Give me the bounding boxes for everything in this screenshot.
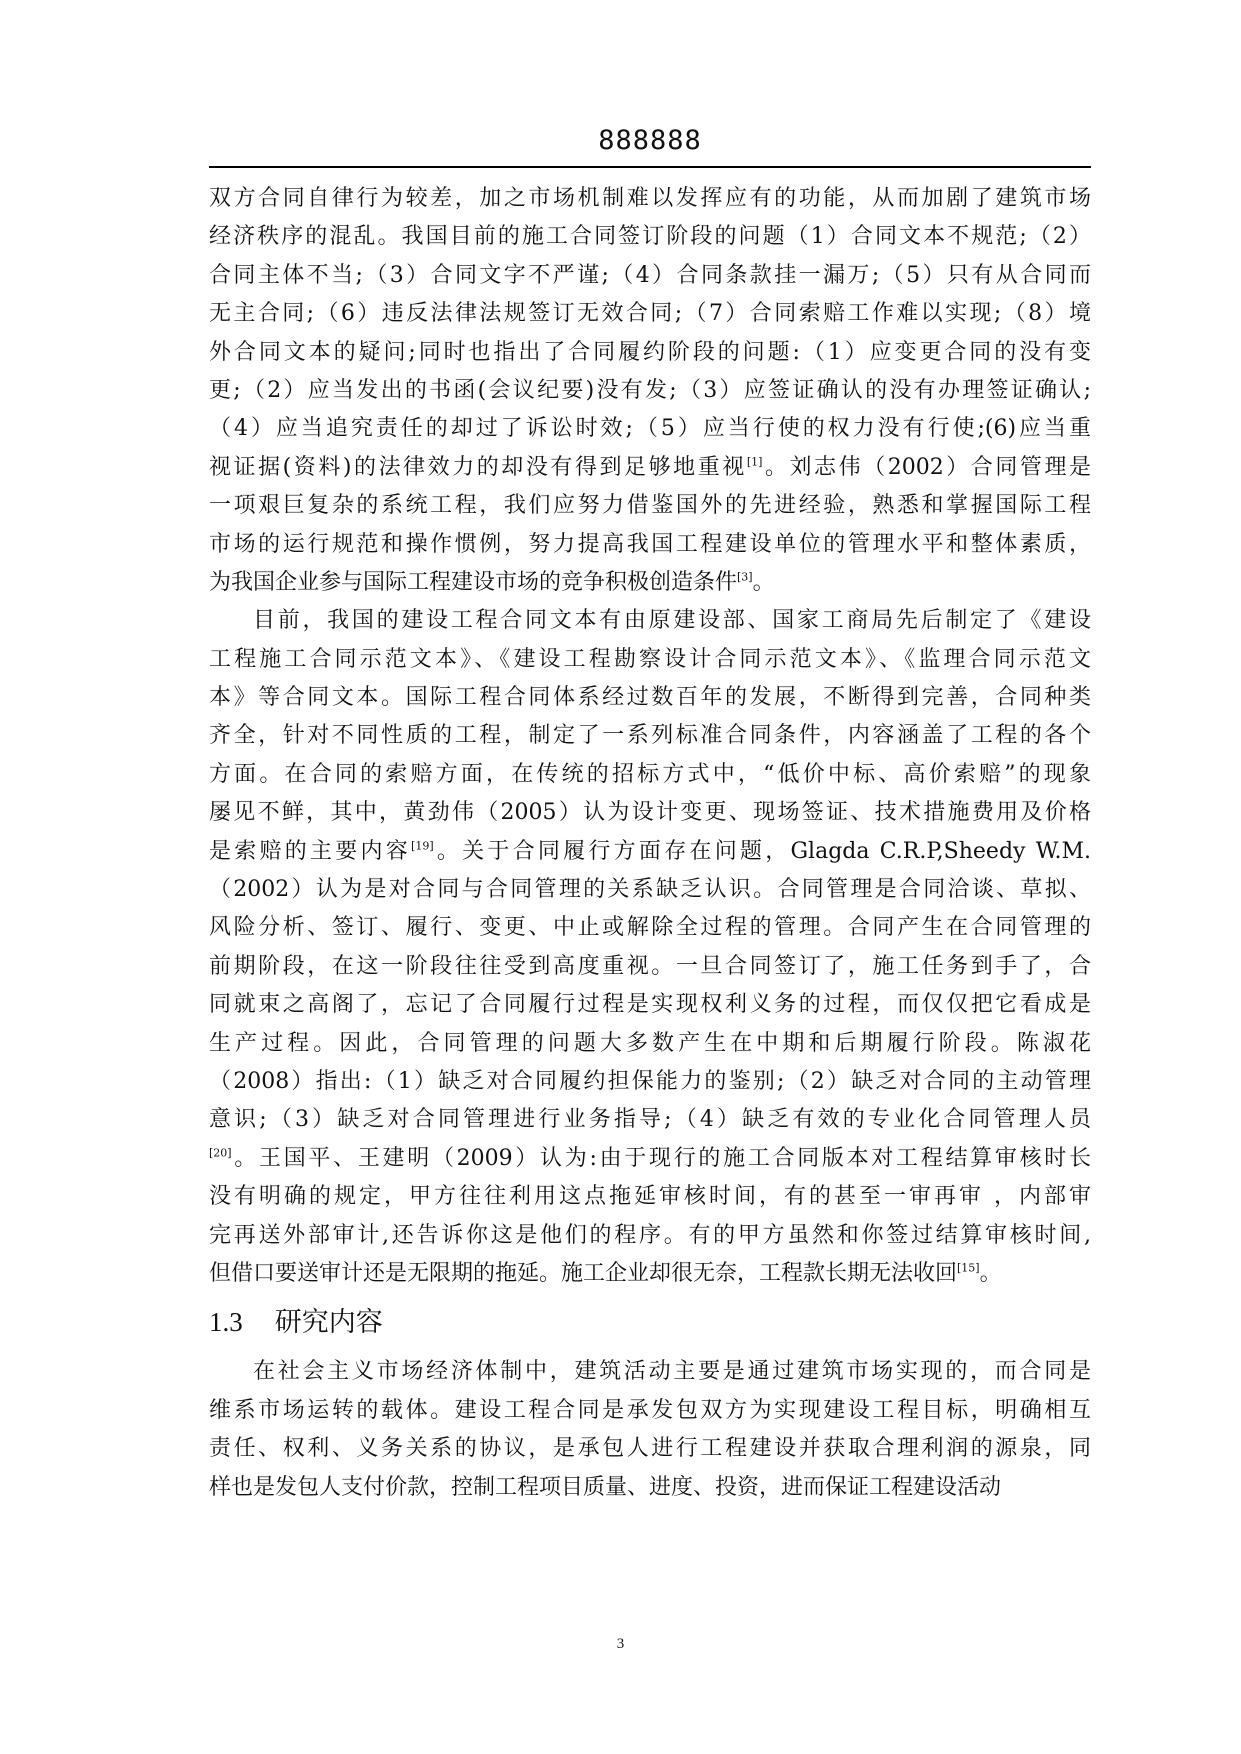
text-line	[209, 410, 1091, 448]
line-text: 生产过程。因此，合同管理的问题大多数产生在中期和后期履行阶段。陈淑花	[209, 1030, 1091, 1056]
text-line	[209, 449, 1091, 487]
line-text: 双方合同自律行为较差，加之市场机制难以发挥应有的功能，从而加剧了建筑市场	[209, 186, 1091, 211]
line-text: 维系市场运转的载体。建设工程合同是承发包双方为实现建设工程目标，明确相互	[209, 1397, 1091, 1423]
line-text: （2002）认为是对合同与合同管理的关系缺乏认识。合同管理是合同洽谈、草拟、	[209, 877, 1091, 903]
text-line	[209, 218, 1091, 256]
line-text: 。王国平、王建明（2009）认为:由于现行的施工合同版本对工程结算审核时长	[231, 1145, 1091, 1171]
line-text: 没有明确的规定，甲方往往利用这点拖延审核时间，有的甚至一审再审 ，内部审	[209, 1184, 1091, 1210]
text-line	[209, 679, 1091, 717]
text-line	[209, 1353, 1091, 1391]
line-text: 方面。在合同的索赔方面，在传统的招标方式中，“低价中标、高价索赔”的现象	[209, 761, 1091, 787]
section-heading	[209, 1296, 1091, 1348]
text-line	[209, 1255, 1091, 1293]
line-text: 屡见不鲜，其中，黄劲伟（2005）认为设计变更、现场签证、技术措施费用及价格	[209, 800, 1091, 826]
line-text: 更;（2）应当发出的书函(会议纪要)没有发;（3）应签证确认的没有办理签证确认;	[209, 377, 1091, 403]
line-text: 前期阶段，在这一阶段往往受到高度重视。一旦合同签订了，施工任务到手了，合	[209, 953, 1091, 979]
text-line	[209, 1469, 1091, 1507]
line-text: 在社会主义市场经济体制中，建筑活动主要是通过建筑市场实现的，而合同是	[253, 1359, 1091, 1385]
line-text: 工程施工合同示范文本》、《建设工程勘察设计合同示范文本》、《监理合同示范文	[209, 646, 1091, 672]
text-line	[209, 372, 1091, 410]
text-line	[209, 1101, 1091, 1139]
paragraph	[209, 1353, 1091, 1507]
text-line	[209, 717, 1091, 755]
text-line	[209, 602, 1091, 640]
text-line	[209, 180, 1091, 218]
line-text: 风险分析、签订、履行、变更、中止或解除全过程的管理。合同产生在合同管理的	[209, 915, 1091, 941]
text-line	[209, 334, 1091, 372]
text-line	[209, 986, 1091, 1024]
line-text: 责任、权利、义务关系的协议，是承包人进行工程建设并获取合理利润的源泉，同	[209, 1436, 1091, 1462]
line-text: 样也是发包人支付价款，控制工程项目质量、进度、投资，进而保证工程建设活动	[209, 1474, 1002, 1500]
text-line	[209, 756, 1091, 794]
text-line	[209, 641, 1091, 679]
page-header	[209, 118, 1091, 168]
line-text: 齐全，针对不同性质的工程，制定了一系列标准合同条件，内容涵盖了工程的各个	[209, 723, 1091, 749]
citation-ref: [3]	[737, 570, 753, 584]
line-text: 同就束之高阁了，忘记了合同履行过程是实现权利义务的过程，而仅仅把它看成是	[209, 992, 1091, 1018]
line-text: 目前，我国的建设工程合同文本有由原建设部、国家工商局先后制定了《建设	[253, 608, 1091, 634]
text-line	[209, 487, 1091, 525]
citation-ref: [1]	[746, 455, 763, 469]
line-text: 但借口要送审计还是无限期的拖延。施工企业却很无奈，工程款长期无法收回	[209, 1260, 958, 1286]
citation-ref: [19]	[411, 839, 434, 853]
line-text: 。	[752, 569, 775, 595]
paragraph	[209, 180, 1091, 602]
line-text: 。	[979, 1260, 1002, 1286]
text-line	[209, 1063, 1091, 1101]
line-text: 视证据(资料)的法律效力的却没有得到足够地重视	[209, 454, 747, 480]
text-line	[209, 948, 1091, 986]
paragraph	[209, 602, 1091, 1293]
line-text: 外合同文本的疑问;同时也指出了合同履约阶段的问题:（1）应变更合同的没有变	[209, 339, 1091, 365]
line-text: 。关于合同履行方面存在问题，Glagda C.R.P,Sheedy W.M.	[433, 838, 1091, 864]
text-line	[209, 794, 1091, 832]
line-text: 经济秩序的混乱。我国目前的施工合同签订阶段的问题（1）合同文本不规范;（2）	[209, 224, 1091, 250]
line-text: （4）应当追究责任的却过了诉讼时效;（5）应当行使的权力没有行使;(6)应当重	[209, 416, 1091, 442]
paragraphs-bottom	[209, 1353, 1091, 1507]
section-number: 1.3	[209, 1307, 243, 1338]
text-line	[209, 909, 1091, 947]
line-text: 一项艰巨复杂的系统工程，我们应努力借鉴国外的先进经验，熟悉和掌握国际工程	[209, 493, 1091, 519]
line-text: 市场的运行规范和操作惯例，努力提高我国工程建设单位的管理水平和整体素质，	[209, 531, 1091, 557]
text-line	[209, 871, 1091, 909]
line-text: 完再送外部审计,还告诉你这是他们的程序。有的甲方虽然和你签过结算审核时间,	[209, 1222, 1091, 1248]
line-text: （2008）指出:（1）缺乏对合同履约担保能力的鉴别;（2）缺乏对合同的主动管理	[209, 1068, 1091, 1094]
text-line	[209, 1392, 1091, 1430]
line-text: 为我国企业参与国际工程建设市场的竞争积极创造条件	[209, 569, 738, 595]
citation-ref: [20]	[209, 1146, 232, 1160]
text-line	[209, 1140, 1091, 1178]
citation-ref: [15]	[957, 1261, 980, 1275]
text-line	[209, 1178, 1091, 1216]
document-body	[209, 180, 1091, 1507]
text-line	[209, 1217, 1091, 1255]
text-line	[209, 1025, 1091, 1063]
text-line	[209, 833, 1091, 871]
page-number: 3	[616, 1636, 625, 1652]
text-line	[209, 564, 1091, 602]
paragraphs-top	[209, 180, 1091, 1293]
line-text: 是索赔的主要内容	[209, 838, 412, 864]
section-title: 研究内容	[274, 1307, 383, 1339]
line-text: 合同主体不当;（3）合同文字不严谨;（4）合同条款挂一漏万;（5）只有从合同而	[209, 262, 1091, 288]
header-title: 888888	[598, 125, 702, 156]
text-line	[209, 257, 1091, 295]
line-text: 。刘志伟（2002）合同管理是	[762, 454, 1091, 480]
line-text: 无主合同;（6）违反法律法规签订无效合同;（7）合同索赔工作难以实现;（8）境	[209, 301, 1091, 327]
text-line	[209, 526, 1091, 564]
text-line	[209, 1430, 1091, 1468]
line-text: 意识;（3）缺乏对合同管理进行业务指导;（4）缺乏有效的专业化合同管理人员	[209, 1107, 1091, 1133]
line-text: 本》等合同文本。国际工程合同体系经过数百年的发展，不断得到完善，合同种类	[209, 685, 1091, 711]
text-line	[209, 295, 1091, 333]
